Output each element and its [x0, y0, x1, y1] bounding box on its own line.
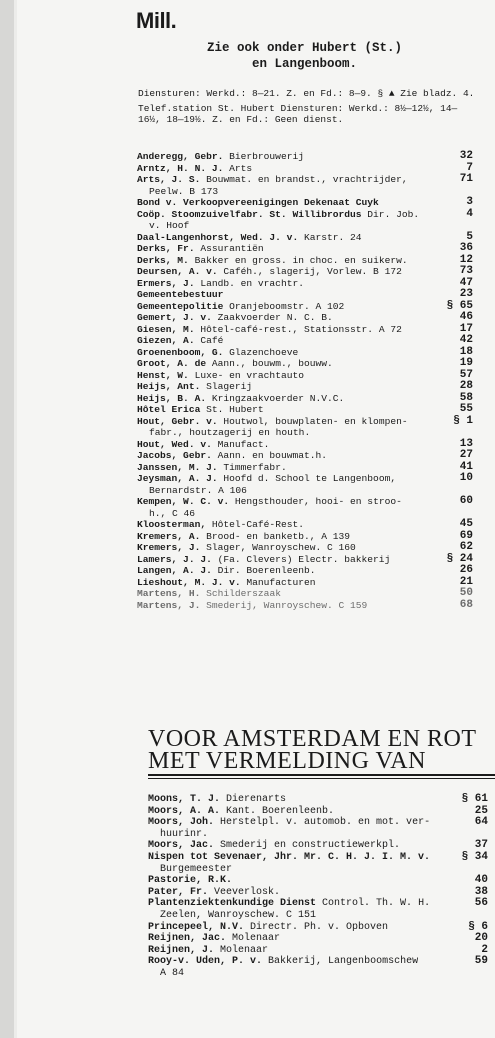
entry-phone-number: 62	[459, 541, 473, 553]
binding-strip	[0, 0, 14, 1038]
entry-description: Dir. Job.	[367, 208, 420, 220]
entry-description: St. Hubert	[206, 404, 264, 415]
entry-phone-number: § 34	[461, 850, 488, 863]
entry-description: Smederij, Wanroyschew. C 159	[206, 599, 368, 611]
entry-name: Pater, Fr.	[148, 886, 209, 898]
entry-name: Daal-Langenhorst, Wed. J. v.	[137, 231, 299, 243]
entry-continuation: fabr., houtzagerij en houth.	[149, 427, 311, 438]
entry-description: Dir. Boerenleenb.	[217, 565, 316, 576]
entry-phone-number: 46	[459, 311, 473, 323]
directory-entry	[137, 393, 473, 405]
entry-phone-number: 2	[481, 943, 488, 956]
telephone-station-hours: Telef.station St. Hubert Diensturen: Werkd.: 8½—12½, 14—16½, 18—19½. Z. en Fd.: Geen dienst.	[138, 103, 458, 125]
directory-entry	[148, 898, 488, 921]
entry-description: Bakkerij, Langenboomschew	[268, 956, 419, 968]
entry-continuation: Burgemeester	[160, 863, 233, 875]
entry-name: Ermers, J.	[137, 277, 195, 289]
entry-description: Glazenchoeve	[229, 346, 299, 358]
entry-phone-number: 23	[459, 288, 473, 300]
entry-name: Lieshout, M. J. v.	[137, 576, 241, 588]
entry-name: Reijnen, Jac.	[148, 933, 227, 945]
entry-description: Manufact.	[217, 438, 270, 450]
entry-phone-number: 12	[459, 253, 473, 266]
entry-name: Kloosterman,	[137, 519, 207, 530]
directory-entry	[137, 358, 473, 370]
entry-name: Kremers, A.	[137, 530, 201, 542]
entry-name: Derks, Fr.	[137, 243, 195, 254]
entry-description: Arts	[229, 162, 253, 174]
directory-entry	[148, 794, 488, 806]
directory-page	[132, 0, 477, 672]
entry-description: Luxe- en vrachtauto	[194, 369, 304, 381]
entry-phone-number: 18	[459, 345, 473, 358]
entry-continuation: v. Hoof	[149, 220, 190, 231]
binding-edge	[14, 0, 17, 1038]
entry-phone-number: § 6	[468, 920, 488, 933]
entry-name: Anderegg, Gebr.	[137, 151, 224, 162]
entry-description: Houtwol, bouwplaten- en klompen-	[223, 415, 408, 427]
entry-name: Moors, Jac.	[148, 840, 215, 852]
directory-entry	[137, 347, 473, 359]
directory-entry	[148, 840, 488, 852]
directory-entry	[148, 852, 488, 875]
entry-continuation: huurinr.	[160, 828, 209, 840]
directory-entry	[137, 370, 473, 382]
entry-description: Bouwmat. en brandst., vrachtrijder,	[206, 174, 408, 185]
directory-entry	[137, 174, 473, 197]
entry-continuation: Zeelen, Wanroyschew. C 151	[160, 909, 317, 921]
entry-phone-number: 64	[474, 816, 488, 829]
entry-description: Bakker en gross. in choc. en suikerw.	[194, 254, 408, 266]
directory-entry	[137, 542, 473, 554]
entry-continuation: A 84	[160, 967, 185, 979]
entry-description: Slager, Wanroyschew. C 160	[206, 542, 356, 553]
entry-phone-number: 50	[459, 587, 473, 599]
subscriber-list-continued	[148, 794, 488, 980]
entry-name: Hout, Wed. v.	[137, 438, 212, 450]
entry-phone-number: 41	[459, 460, 473, 473]
entry-description: Karstr. 24	[303, 231, 362, 243]
entry-name: Jeysman, A. J.	[137, 473, 218, 484]
entry-description: Schilderszaak	[206, 588, 281, 599]
entry-name: Groenenboom, G.	[137, 346, 224, 358]
entry-phone-number: 59	[474, 955, 488, 968]
directory-entry	[137, 554, 473, 566]
entry-phone-number: 37	[474, 839, 488, 852]
entry-phone-number: 28	[459, 380, 473, 392]
entry-phone-number: 71	[459, 173, 473, 185]
directory-entry	[137, 312, 473, 324]
directory-entry	[137, 473, 473, 496]
directory-entry	[137, 600, 473, 612]
entry-name: Derks, M.	[137, 254, 189, 266]
see-also-line-1: Zie ook onder Hubert (St.)	[206, 41, 403, 55]
entry-continuation: Peelw. B 173	[149, 185, 219, 197]
entry-description: Slagerij	[206, 381, 253, 392]
entry-name: Coöp. Stoomzuivelfabr. St. Willibrordus	[137, 208, 362, 220]
entry-name: Arts, J. S.	[137, 174, 201, 185]
entry-name: Moons, T. J.	[148, 794, 221, 805]
entry-phone-number: 45	[459, 518, 473, 530]
directory-entry	[137, 301, 473, 313]
entry-description: Hoofd d. School te Langenboom,	[223, 473, 397, 484]
directory-entry	[137, 197, 473, 209]
entry-name: Giesen, M.	[137, 323, 195, 335]
entry-description: Molenaar	[232, 933, 281, 945]
entry-phone-number: 27	[459, 449, 473, 461]
office-hours: Diensturen: Werkd.: 8—21. Z. en Fd.: 8—9. § ▲ Zie bladz. 4.	[138, 88, 475, 99]
entry-name: Hôtel Erica	[137, 404, 201, 415]
entry-name: Heijs, B. A.	[137, 392, 207, 404]
entry-description: Caféh., slagerij, Vorlew. B 172	[223, 266, 402, 277]
entry-phone-number: 25	[474, 804, 488, 817]
entry-name: Deursen, A. v.	[137, 266, 218, 277]
entry-phone-number: 19	[459, 357, 473, 369]
directory-entry	[137, 462, 473, 474]
entry-name: Nispen tot Sevenaer, Jhr. Mr. C. H. J. I. M. v.	[148, 851, 431, 863]
directory-entry	[137, 151, 473, 163]
entry-name: Rooy-v. Uden, P. v.	[148, 956, 263, 968]
entry-name: Gemeentebestuur	[137, 289, 224, 300]
banner-rule-top	[148, 774, 495, 776]
directory-entry	[137, 266, 473, 278]
entry-description: Molenaar	[220, 944, 269, 956]
subscriber-list	[137, 151, 473, 611]
entry-phone-number: 42	[459, 334, 473, 346]
entry-phone-number: § 24	[446, 552, 473, 565]
entry-phone-number: 58	[459, 391, 473, 404]
banner-rule-bottom	[148, 778, 495, 779]
entry-description: Zaakvoerder N. C. B.	[217, 312, 333, 323]
entry-phone-number: 7	[466, 161, 473, 174]
entry-name: Pastorie, R.K.	[148, 875, 233, 887]
entry-name: Princepeel, N.V.	[148, 921, 245, 933]
entry-phone-number: 69	[459, 529, 473, 542]
ad-banner	[148, 728, 495, 772]
directory-entry	[137, 243, 473, 255]
entry-description: Dierenarts	[226, 794, 287, 805]
directory-entry	[137, 324, 473, 336]
directory-entry	[148, 956, 488, 979]
directory-entry	[137, 289, 473, 301]
entry-name: Gemert, J. v.	[137, 312, 212, 323]
entry-phone-number: 3	[466, 196, 473, 208]
entry-phone-number: 17	[459, 322, 473, 335]
entry-name: Kremers, J.	[137, 542, 201, 553]
entry-phone-number: 55	[459, 403, 473, 415]
entry-name: Arntz, H. N. J.	[137, 162, 224, 174]
directory-entry	[137, 404, 473, 416]
directory-entry	[137, 588, 473, 600]
entry-phone-number: 73	[459, 265, 473, 277]
entry-name: Reijnen, J.	[148, 944, 215, 956]
entry-name: Giezen, A.	[137, 335, 195, 346]
entry-phone-number: 26	[459, 564, 473, 576]
entry-description: Directr. Ph. v. Opboven	[250, 921, 389, 933]
entry-description: Timmerfabr.	[223, 461, 287, 473]
entry-description: Bierbrouwerij	[229, 151, 304, 162]
entry-description: Kant. Boerenleenb.	[226, 805, 335, 817]
entry-name: Heijs, Ant.	[137, 381, 201, 392]
entry-phone-number: 10	[459, 472, 473, 484]
directory-entry	[137, 577, 473, 589]
directory-entry	[137, 496, 473, 519]
entry-description: Hengsthouder, hooi- en stroo-	[234, 496, 402, 507]
entry-continuation: h., C 46	[149, 507, 196, 519]
entry-name: Groot, A. de	[137, 358, 207, 369]
entry-description: Herstelpl. v. automob. en mot. ver-	[220, 817, 431, 829]
entry-name: Lamers, J. J.	[137, 553, 212, 565]
entry-phone-number: 68	[459, 598, 473, 611]
directory-entry	[148, 875, 488, 887]
directory-entry	[137, 163, 473, 175]
entry-name: Janssen, M. J.	[137, 461, 218, 473]
entry-description: (Fa. Clevers) Electr. bakkerij	[217, 553, 391, 565]
directory-entry	[137, 519, 473, 531]
directory-entry	[148, 887, 488, 899]
entry-phone-number: § 1	[453, 414, 473, 427]
directory-entry	[148, 933, 488, 945]
directory-entry	[148, 817, 488, 840]
directory-entry	[137, 531, 473, 543]
directory-entry	[148, 806, 488, 818]
banner-line-2: MET VERMELDING VAN	[148, 748, 426, 772]
entry-name: Langen, A. J.	[137, 565, 212, 576]
entry-phone-number: 36	[459, 242, 473, 254]
entry-description: Control. Th. W. H.	[322, 898, 431, 910]
entry-phone-number: 20	[474, 932, 488, 945]
entry-name: Bond v. Verkoopvereenigingen Dekenaat Cuyk	[137, 197, 379, 208]
entry-phone-number: 38	[474, 885, 488, 898]
directory-entry	[137, 278, 473, 290]
entry-phone-number: 57	[459, 368, 473, 381]
entry-phone-number: 47	[459, 276, 473, 289]
entry-description: Aann., bouwm., bouww.	[211, 358, 333, 369]
entry-phone-number: § 61	[461, 793, 488, 805]
entry-name: Moors, Joh.	[148, 817, 215, 829]
entry-phone-number: 40	[474, 874, 488, 887]
directory-entry	[148, 945, 488, 957]
entry-description: Aann. en bouwmat.h.	[217, 450, 327, 461]
entry-name: Jacobs, Gebr.	[137, 450, 212, 461]
directory-entry	[137, 335, 473, 347]
see-also-line-2: en Langenboom.	[251, 57, 358, 71]
entry-description: Café	[200, 335, 224, 346]
banner-line-1: VOOR AMSTERDAM EN ROT	[148, 728, 477, 752]
directory-entry	[137, 450, 473, 462]
entry-phone-number: 32	[459, 150, 473, 162]
service-info	[138, 88, 477, 129]
entry-name: Kempen, W. C. v.	[137, 496, 230, 507]
entry-description: Assurantiën	[200, 243, 264, 254]
directory-entry	[137, 255, 473, 267]
entry-description: Landb. en vrachtr.	[200, 277, 304, 289]
entry-phone-number: 21	[459, 575, 473, 588]
entry-phone-number: 5	[466, 230, 473, 243]
entry-description: Oranjeboomstr. A 102	[229, 300, 345, 312]
entry-name: Moors, A. A.	[148, 805, 221, 817]
directory-entry	[137, 209, 473, 232]
town-heading: Mill.	[136, 8, 177, 33]
entry-description: Manufacturen	[246, 576, 316, 588]
directory-entry	[137, 439, 473, 451]
directory-entry	[137, 565, 473, 577]
entry-description: Hôtel-café-rest., Stationsstr. A 72	[200, 323, 402, 335]
entry-name: Gemeentepolitie	[137, 300, 224, 312]
directory-entry	[137, 416, 473, 439]
see-also-note	[132, 40, 477, 72]
entry-name: Hout, Gebr. v.	[137, 415, 218, 427]
entry-continuation: Bernardstr. A 106	[149, 484, 247, 496]
directory-entry	[137, 232, 473, 244]
entry-name: Henst, W.	[137, 369, 189, 381]
entry-phone-number: § 65	[446, 299, 473, 312]
entry-name: Martens, H.	[137, 588, 201, 599]
directory-entry	[137, 381, 473, 393]
entry-phone-number: 13	[459, 437, 473, 450]
entry-phone-number: 4	[466, 207, 473, 220]
directory-entry	[148, 922, 488, 934]
entry-description: Kringzaakvoerder N.V.C.	[211, 392, 345, 404]
entry-description: Hôtel-Café-Rest.	[211, 519, 304, 530]
entry-phone-number: 56	[474, 897, 488, 910]
entry-description: Smederij en constructiewerkpl.	[220, 840, 401, 852]
entry-name: Martens, J.	[137, 599, 201, 611]
entry-phone-number: 60	[459, 495, 473, 507]
entry-description: Brood- en banketb., A 139	[206, 530, 351, 542]
entry-name: Plantenziektenkundige Dienst	[148, 898, 317, 910]
entry-description: Veeverlosk.	[214, 886, 281, 898]
